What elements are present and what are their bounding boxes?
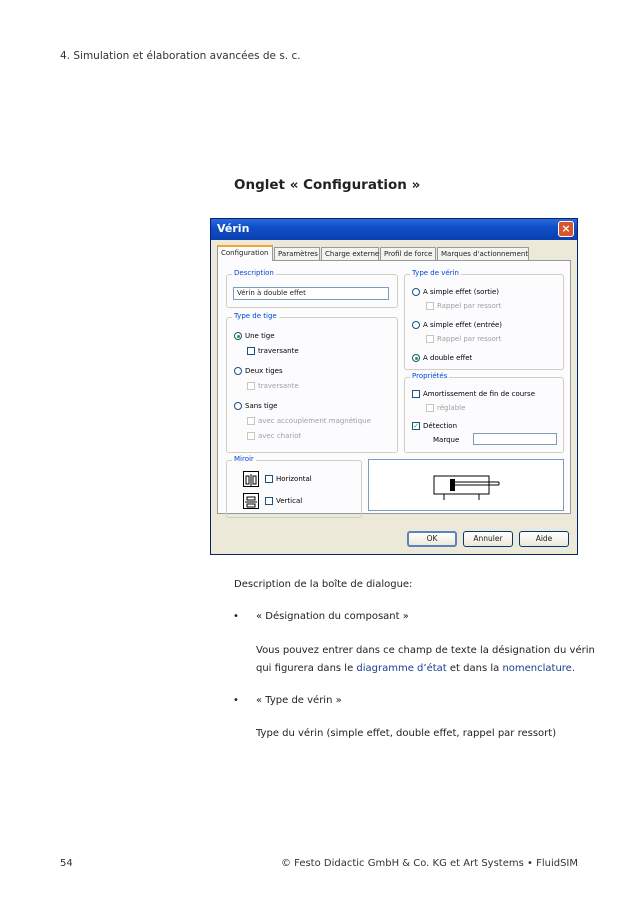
description-input[interactable]: Vérin à double effet [233,287,389,300]
help-button[interactable]: Aide [519,531,569,547]
marque-input[interactable] [473,433,557,445]
tab-configuration[interactable]: Configuration [217,245,273,261]
detection-label: Détection [423,422,458,430]
double-effet-label: A double effet [423,354,473,362]
intro-text: Description de la boîte de dialogue: [234,579,413,590]
close-icon[interactable]: × [558,221,574,237]
item1-line2-a: qui figurera dans le [256,663,357,674]
simple-entree-label: A simple effet (entrée) [423,321,503,329]
page-number: 54 [60,858,73,869]
proprietes-legend: Propriétés [412,372,448,380]
dialog-title: Vérin [217,222,250,235]
chariot-checkbox[interactable] [247,432,255,440]
item1-title: « Désignation du composant » [256,611,409,622]
section-title: Onglet « Configuration » [234,177,421,193]
tab-parametres[interactable]: Paramètres [274,247,320,260]
rappel-sortie-checkbox[interactable] [426,302,434,310]
item1-line2-b: et dans la [446,663,503,674]
bullet-2: • [233,695,239,706]
verin-type-legend: Type de vérin [412,269,459,277]
tab-profil-de-force[interactable]: Profil de force [380,247,436,260]
tige-legend: Type de tige [234,312,277,320]
deux-traversante-label: traversante [258,382,299,390]
miroir-legend: Miroir [234,455,254,463]
item1-line2 [256,663,575,674]
running-header: 4. Simulation et élaboration avancées de s. c. [60,50,301,62]
cylinder-symbol-icon [369,460,563,510]
chariot-label: avec chariot [258,432,302,440]
reglable-checkbox[interactable] [426,404,434,412]
marque-label: Marque [433,436,460,444]
mirror-vertical-icon [243,493,259,509]
link-diagramme-etat[interactable]: diagramme d’état [356,663,447,674]
description-group [226,269,398,308]
rappel-entree-checkbox[interactable] [426,335,434,343]
une-tige-radio[interactable] [234,332,242,340]
sans-tige-radio[interactable] [234,402,242,410]
rappel-sortie-label: Rappel par ressort [437,302,502,310]
description-legend: Description [234,269,274,277]
rappel-entree-label: Rappel par ressort [437,335,502,343]
tige-group [226,312,398,453]
vertical-label: Vertical [276,497,303,505]
amortissement-checkbox[interactable] [412,390,420,398]
accouplement-checkbox[interactable] [247,417,255,425]
mirror-horizontal-icon [243,471,259,487]
cancel-button[interactable]: Annuler [463,531,513,547]
simple-sortie-label: A simple effet (sortie) [423,288,500,296]
double-effet-radio[interactable] [412,354,420,362]
horizontal-checkbox[interactable] [265,475,273,483]
item2-text: Type du vérin (simple effet, double effet, rappel par ressort) [256,728,557,739]
reglable-label: réglable [437,404,466,412]
footer-copyright: © Festo Didactic GmbH & Co. KG et Art Systems • FluidSIM [280,858,578,869]
detection-checkbox[interactable]: ✓ [413,422,419,430]
configuration-panel [217,260,571,514]
une-tige-label: Une tige [245,332,275,340]
item1-line2-c: . [571,663,576,674]
miroir-group [226,455,362,518]
cylinder-preview [368,459,564,511]
verin-type-group [404,269,564,370]
une-traversante-checkbox[interactable] [247,347,255,355]
sans-tige-label: Sans tige [245,402,278,410]
horizontal-label: Horizontal [276,475,312,483]
une-traversante-label: traversante [258,347,299,355]
amortissement-label: Amortissement de fin de course [423,390,536,398]
simple-sortie-radio[interactable] [412,288,420,296]
verin-dialog [210,218,578,555]
vertical-checkbox[interactable] [265,497,273,505]
item1-line1: Vous pouvez entrer dans ce champ de texte la désignation du vérin [256,645,595,656]
bullet-1: • [233,611,239,622]
deux-traversante-checkbox[interactable] [247,382,255,390]
deux-tiges-radio[interactable] [234,367,242,375]
link-nomenclature[interactable]: nomenclature [502,663,572,674]
proprietes-group [404,372,564,453]
tab-marques-actionnement[interactable]: Marques d'actionnement [437,247,529,260]
item2-title: « Type de vérin » [256,695,342,706]
accouplement-label: avec accouplement magnétique [258,417,371,425]
deux-tiges-label: Deux tiges [245,367,283,375]
dialog-titlebar [211,219,577,240]
tab-charge-externe[interactable]: Charge externe [321,247,379,260]
simple-entree-radio[interactable] [412,321,420,329]
ok-button[interactable]: OK [407,531,457,547]
